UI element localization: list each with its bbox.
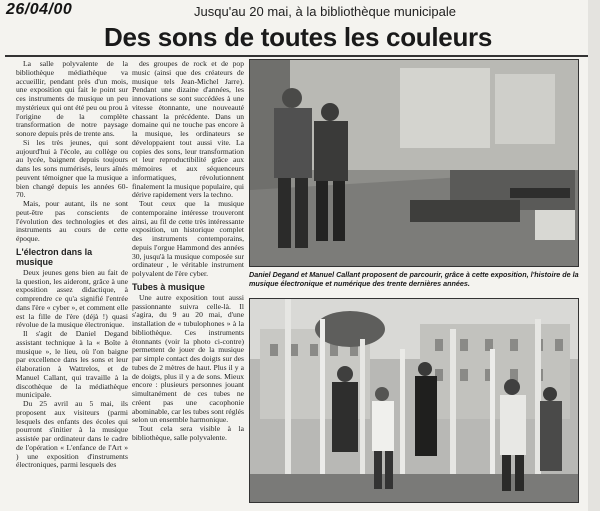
handwritten-date: 26/04/00 [6, 1, 73, 18]
paragraph: La salle polyvalente de la bibliothèque médiathèque va accueillir, pendant près d'un mois, une exposition qui fait le point sur ces instruments de musique un peu mystérieux qui ont été peu ou prou à l'origine de la complète transformation de notre paysage sonore depuis près de trente ans. [16, 59, 128, 138]
photo-caption: Daniel Degand et Manuel Callant proposent de parcourir, grâce à cette exposition, l'histoire de la musique électronique et numérique des trente dernières années. [249, 270, 579, 288]
paragraph: Tout ceux que la musique contemporaine intéresse trouveront ainsi, au fil de cette très intéressante exposition, un historique complet des instruments contemporains, depuis l'orgue Hammond des années 30, jusqu'à la musique composée sur ordinateur , le véritable instrument polyvalent de l'ère cyber. [132, 199, 244, 278]
paragraph: Tout cela sera visible à la bibliothèque, salle polyvalente. [132, 424, 244, 442]
exhibition-photo-drawing [250, 60, 579, 267]
paragraph: Deux jeunes gens bien au fait de la question, les aideront, grâce à une exposition assez didactique, à comprendre ce qu'a signifié l'entrée dans l'ère « cyber », et comment elle est la fille de l'ère (déjà !) quasi révolue de la musique électronique. [16, 267, 128, 330]
text-column-1 [16, 60, 128, 470]
exhibition-photo [249, 59, 579, 267]
tubulophone-photo-drawing [250, 299, 579, 503]
tubulophone-photo [249, 298, 579, 503]
paragraph: Il s'agit de Daniel Degand assistant technique à la « Boîte à musique », le lieu, où l'on baigne par excellence dans les sons et leur élaboration à Wattrelos, et de Manuel Callant, qui travaille à la discothèque de la médiathèque municipale. [16, 329, 128, 400]
paragraph: Si les très jeunes, qui sont aujourd'hui à l'école, au collège ou au lycée, baignent depuis toujours dans les sons numérisés, leurs aînés peuvent témoigner que la musique a bien changé depuis les années 60-70. [16, 137, 128, 200]
header-rule [5, 55, 595, 57]
paragraph: Du 25 avril au 5 mai, ils proposent aux visiteurs (parmi lesquels des enfants des écoles qui pourront s'initier à la musique assistée par ordinateur dans le cadre de l'opération « L'enfance de l'Art » ) une exposition d'instruments électroniques, parmi lesquels des [16, 399, 128, 470]
paragraph: Mais, pour autant, ils ne sont peut-être pas conscients de l'évolution des technologies et des instruments au cours de cette époque. [16, 199, 128, 243]
text-column-2 [132, 60, 244, 443]
subheading-tubes: Tubes à musique [132, 281, 205, 292]
paragraph: Une autre exposition tout aussi passionnante suivra celle-là. Il s'agira, du 9 au 20 mai, d'une installation de « tubulophones » à la bibliothèque. Ces instruments étonnants (voir la photo ci-contre) permettent de jouer de la musique par simple contact des doigts sur des tubes de 2 mètres de haut. Plus il y a de doigts, plus il y a de sons. Mieux encore : plusieurs personnes jouant simultanément de ces tubes ne créent pas une cacophonie abominable, car les tubes sont réglés selon un ensemble harmonique. [132, 292, 244, 425]
subheading-electron: L'électron dans la musique [16, 246, 93, 267]
paragraph: des groupes de rock et de pop music (ainsi que des créateurs de musique tels Jean-Michel Jarre). Pendant une dizaine d'années, les innovations se sont succédées à une vitesse étonnante, une nouveauté chassant la précédente. Dans un domaine qui ne touche pas encore à la musique, les ordinateurs se développaient tout aussi vite. La copies des sons, leur transformation et leur reproductibilité grâce aux mémoires et aux séquenceurs informatiques, révolutionnent finalement la musique populaire, qui dérive rapidement vers la techno. [132, 59, 244, 200]
article-kicker: Jusqu'au 20 mai, à la bibliothèque municipale [194, 4, 456, 19]
page-edge [588, 0, 600, 511]
article-headline: Des sons de toutes les couleurs [103, 22, 493, 52]
